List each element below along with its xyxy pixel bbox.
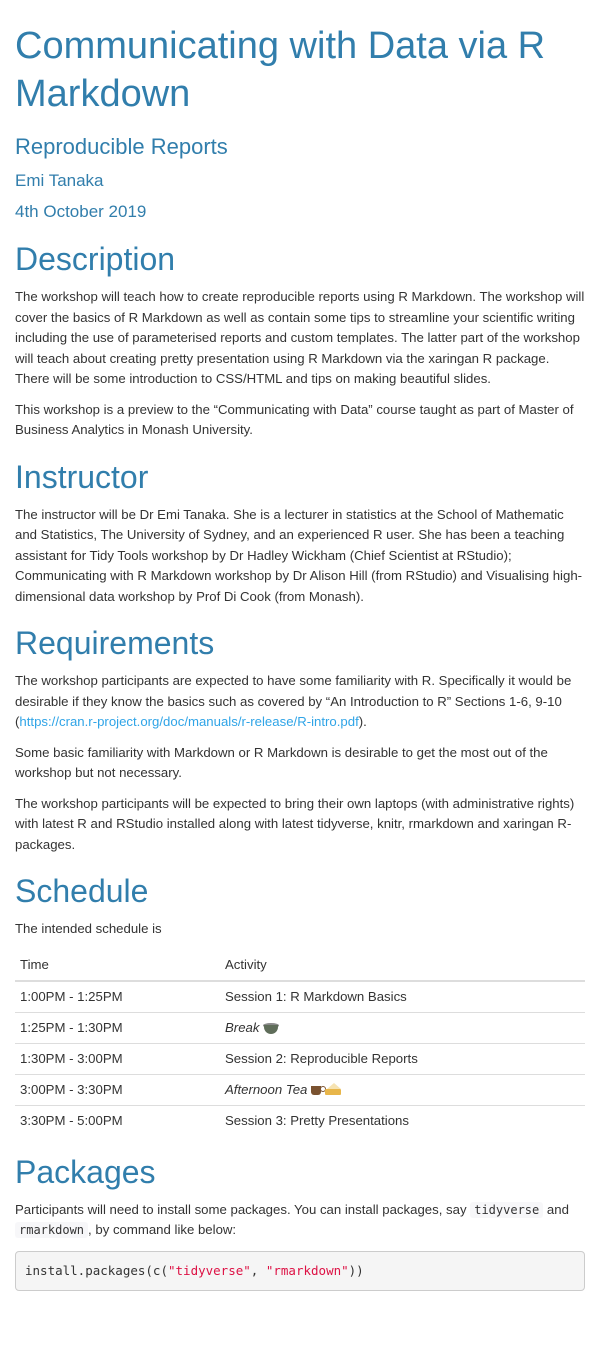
requirements-text-pre: The workshop participants are expected to have some familiarity with R. Specifically it would be desirable if they know the basics such as covered by “An Introduction to R” Sections 1-6, 9-10 ( [15,673,572,729]
table-row [15,1012,585,1043]
requirements-paragraph-3: The workshop participants will be expected to bring their own laptops (with administrative rights) with latest R and RStudio installed along with latest tidyverse, knitr, rmarkdown and xaringan R-packages. [15,795,575,852]
packages-paragraph [15,1200,585,1241]
code-end: )) [348,1262,364,1278]
requirements-heading: Requirements [15,625,215,661]
schedule-table [15,950,585,1136]
cake-icon [325,1083,341,1095]
instructor-heading: Instructor [15,458,149,495]
table-header-row [15,950,585,981]
table-row [15,1105,585,1136]
activity-cell: Session 3: Pretty Presentations [220,1105,585,1136]
code-block[interactable] [15,1251,585,1291]
requirements-text-post: ). [358,714,367,729]
time-cell: 3:30PM - 5:00PM [15,1105,220,1136]
instructor-paragraph: The instructor will be Dr Emi Tanaka. She is a lecturer in statistics at the School of Mathematic and Statistics, The University of Sydney, and an experienced R user. She has been a teaching assistant for Tidy Tools workshop by Dr Hadley Wickham (Chief Scientist at RStudio); Communicating with R Markdown workshop by Dr Alison Hill (from RStudio) and Visualising high-dimensional data workshop by Prof Di Cook (from Monash). [15,506,583,604]
description-paragraph-1: The workshop will teach how to create reproducible reports using R Markdown. The workshop will cover the basics of R Markdown as well as contain some tips to streamline your scientific writing including the use of parameterised reports and custom templates. The latter part of the workshop will teach about creating pretty presentation using R Markdown via the xaringan R package. There will be some introduction to CSS/HTML and tips on making beautiful slides. [15,289,585,386]
page-subtitle: Reproducible Reports [15,134,228,159]
author: Emi Tanaka [15,171,104,190]
description-paragraph-2: This workshop is a preview to the “Communicating with Data” course taught as part of Master of Business Analytics in Monash University. [15,401,574,437]
packages-heading: Packages [15,1153,156,1190]
inline-code-rmarkdown: rmarkdown [15,1222,88,1238]
coffee-icon [311,1083,325,1095]
time-cell: 1:30PM - 3:00PM [15,1043,220,1074]
code-function: install.packages(c( [25,1262,168,1278]
column-header-activity: Activity [220,950,585,981]
table-row [15,981,585,1013]
column-header-time: Time [15,950,220,981]
activity-cell [220,1012,585,1043]
date: 4th October 2019 [15,202,147,221]
page [0,22,600,1291]
description-heading: Description [15,241,176,277]
table-row [15,1043,585,1074]
activity-cell [220,1074,585,1105]
page-title: Communicating with Data via R Markdown [15,25,546,115]
r-intro-link[interactable]: https://cran.r-project.org/doc/manuals/r-release/R-intro.pdf [19,714,359,729]
code-separator: , [250,1262,266,1278]
bento-bowl-icon [263,1020,279,1034]
schedule-heading: Schedule [15,873,149,909]
time-cell: 1:00PM - 1:25PM [15,981,220,1013]
table-row [15,1074,585,1105]
activity-text: Afternoon Tea [225,1082,308,1097]
code-string-rmarkdown: "rmarkdown" [265,1262,349,1278]
requirements-paragraph-2: Some basic familiarity with Markdown or R Markdown is desirable to get the most out of the workshop but not necessary. [15,744,548,780]
requirements-paragraph-1 [15,671,585,733]
inline-code-tidyverse: tidyverse [470,1202,543,1218]
activity-text: Break [225,1020,260,1035]
schedule-intro: The intended schedule is [15,921,162,936]
activity-cell: Session 1: R Markdown Basics [220,981,585,1013]
packages-text-c: , by command like below: [88,1222,237,1237]
time-cell: 1:25PM - 1:30PM [15,1012,220,1043]
packages-text-a: Participants will need to install some packages. You can install packages, say [15,1201,471,1217]
time-cell: 3:00PM - 3:30PM [15,1074,220,1105]
activity-cell: Session 2: Reproducible Reports [220,1043,585,1074]
packages-text-b: and [543,1201,569,1217]
code-string-tidyverse: "tidyverse" [168,1262,251,1278]
